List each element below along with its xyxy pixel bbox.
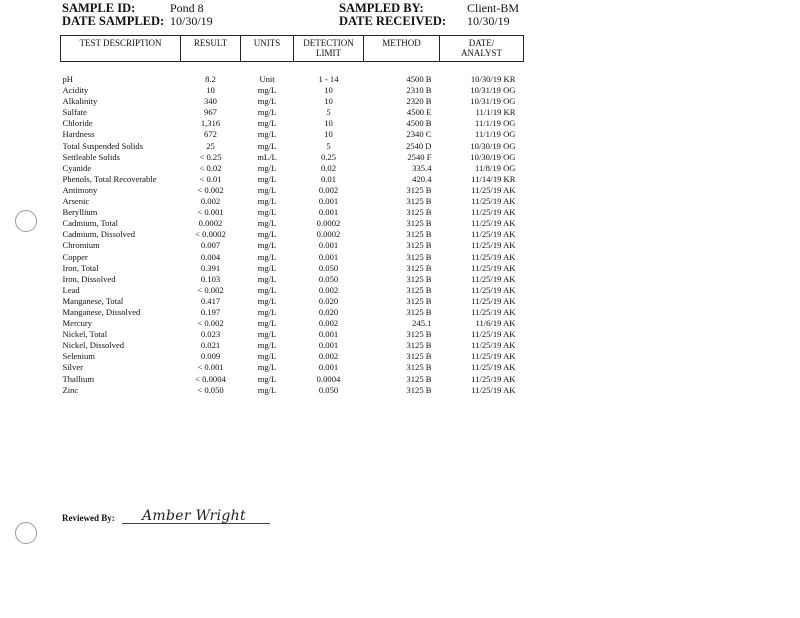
cell-result: 0.023 (200, 329, 221, 340)
cell-detection-limit: 0.050 (318, 262, 339, 273)
cell-date-analyst: 10/30/19 OG (470, 140, 516, 151)
table-row (61, 207, 524, 218)
cell-units: mg/L (257, 207, 277, 218)
table-row (61, 218, 524, 229)
table-row (61, 229, 524, 240)
cell-detection-limit: 0.050 (318, 273, 339, 284)
cell-units: mg/L (257, 362, 277, 373)
cell-result: < 0.050 (197, 384, 224, 395)
cell-units: mg/L (257, 118, 277, 129)
sampled-by-label: SAMPLED BY: (339, 1, 424, 15)
cell-result: 340 (204, 96, 217, 107)
cell-date-analyst: 11/25/19 AK (471, 262, 516, 273)
cell-detection-limit: 1 - 14 (318, 74, 339, 84)
table-row (61, 85, 524, 96)
cell-detection-limit: 0.002 (318, 318, 339, 329)
table-row (61, 74, 524, 85)
table-row (61, 185, 524, 196)
cell-method: 3125 B (406, 251, 432, 262)
cell-detection-limit: 0.001 (318, 362, 339, 373)
cell-date-analyst: 11/25/19 AK (471, 351, 516, 362)
cell-detection-limit: 0.0002 (316, 229, 341, 240)
cell-method: 3125 B (406, 218, 432, 229)
cell-detection-limit: 5 (326, 140, 331, 151)
table-row (61, 329, 524, 340)
cell-units: mg/L (257, 318, 277, 329)
cell-detection-limit: 0.25 (320, 151, 337, 162)
cell-units: mg/L (257, 295, 277, 306)
cell-detection-limit: 0.0002 (316, 218, 341, 229)
cell-units: mg/L (257, 351, 277, 362)
table-row (61, 107, 524, 118)
cell-detection-limit: 0.001 (318, 207, 339, 218)
cell-date-analyst: 11/8/19 OG (474, 162, 516, 173)
table-row (61, 274, 524, 285)
cell-date-analyst: 10/31/19 OG (470, 96, 516, 107)
col-result: RESULT (181, 36, 241, 62)
cell-method: 2320 B (406, 96, 432, 107)
cell-date-analyst: 11/25/19 AK (471, 251, 516, 262)
cell-result: < 0.01 (199, 173, 222, 184)
cell-method: 3125 B (406, 329, 432, 340)
cell-units: mg/L (257, 373, 277, 384)
cell-detection-limit: 0.001 (318, 240, 339, 251)
cell-result: 25 (206, 140, 215, 151)
cell-test-description: Manganese, Total (62, 295, 124, 306)
cell-test-description: Manganese, Dissolved (62, 306, 141, 317)
cell-test-description: Total Suspended Solids (62, 140, 144, 151)
cell-test-description: Sulfate (62, 107, 87, 118)
cell-detection-limit: 0.0004 (316, 373, 341, 384)
cell-result: < 0.0004 (195, 373, 226, 384)
cell-detection-limit: 0.020 (318, 306, 339, 317)
date-received-value: 10/30/19 (467, 14, 510, 28)
cell-date-analyst: 11/25/19 AK (471, 384, 516, 395)
cell-units: mg/L (257, 140, 277, 151)
cell-method: 245.1 (412, 318, 432, 329)
table-row (61, 362, 524, 373)
cell-test-description: Iron, Dissolved (62, 273, 116, 284)
cell-method: 2540 D (405, 140, 432, 151)
col-detection-line2: LIMIT (316, 48, 341, 58)
col-test-description: TEST DESCRIPTION (61, 36, 181, 62)
table-row (61, 96, 524, 107)
cell-result: 672 (204, 129, 217, 140)
cell-method: 3125 B (406, 384, 432, 395)
table-row (61, 296, 524, 307)
table-header-row (61, 36, 524, 62)
table-row (61, 263, 524, 274)
cell-method: 4500 B (406, 74, 432, 84)
cell-detection-limit: 0.001 (318, 196, 339, 207)
cell-date-analyst: 11/6/19 AK (475, 318, 516, 329)
cell-method: 4500 B (406, 118, 432, 129)
cell-units: mg/L (257, 173, 277, 184)
cell-method: 3125 B (406, 373, 432, 384)
cell-method: 3125 B (406, 184, 432, 195)
cell-units: mg/L (257, 196, 277, 207)
cell-result: 8.2 (205, 74, 216, 84)
cell-test-description: Copper (62, 251, 88, 262)
cell-detection-limit: 5 (326, 107, 331, 118)
cell-units: Unit (259, 74, 275, 84)
date-received-label: DATE RECEIVED: (339, 14, 447, 28)
cell-test-description: Thallium (62, 373, 95, 384)
cell-result: 0.004 (200, 251, 221, 262)
cell-date-analyst: 10/30/19 OG (470, 151, 516, 162)
cell-units: mg/L (257, 162, 277, 173)
cell-method: 3125 B (406, 306, 432, 317)
cell-date-analyst: 11/1/19 OG (474, 118, 516, 129)
cell-detection-limit: 10 (324, 129, 333, 140)
cell-test-description: Silver (62, 362, 84, 373)
cell-date-analyst: 11/1/19 KR (475, 107, 516, 118)
cell-detection-limit: 0.002 (318, 184, 339, 195)
cell-detection-limit: 0.002 (318, 284, 339, 295)
cell-detection-limit: 0.01 (320, 173, 337, 184)
col-detection-line1: DETECTION (303, 38, 354, 48)
cell-method: 3125 B (406, 284, 432, 295)
cell-detection-limit: 10 (324, 96, 333, 107)
table-row (61, 141, 524, 152)
cell-test-description: Lead (62, 284, 80, 295)
cell-result: < 0.002 (197, 318, 224, 329)
cell-result: 1,316 (200, 118, 221, 129)
table-row (61, 163, 524, 174)
col-date-line1: DATE/ (468, 38, 495, 48)
cell-date-analyst: 11/25/19 AK (471, 229, 516, 240)
cell-test-description: Iron, Total (62, 262, 99, 273)
cell-date-analyst: 11/25/19 AK (471, 329, 516, 340)
cell-test-description: Nickel, Dissolved (62, 340, 125, 351)
cell-units: mg/L (257, 262, 277, 273)
cell-date-analyst: 11/25/19 AK (471, 306, 516, 317)
cell-method: 3125 B (406, 229, 432, 240)
table-row (61, 240, 524, 251)
cell-date-analyst: 11/25/19 AK (471, 218, 516, 229)
cell-result: 0.021 (200, 340, 221, 351)
cell-test-description: pH (62, 74, 74, 84)
cell-method: 3125 B (406, 207, 432, 218)
cell-units: mg/L (257, 85, 277, 96)
cell-test-description: Antimony (62, 184, 98, 195)
binder-hole-top (15, 210, 37, 232)
cell-method: 2340 C (406, 129, 432, 140)
cell-test-description: Arsenic (62, 196, 90, 207)
cell-method: 3125 B (406, 340, 432, 351)
table-row (61, 385, 524, 396)
cell-date-analyst: 11/25/19 AK (471, 373, 516, 384)
cell-date-analyst: 10/30/19 KR (470, 74, 516, 84)
cell-date-analyst: 11/25/19 AK (471, 340, 516, 351)
sampled-by-value: Client-BM (467, 1, 520, 15)
cell-test-description: Chromium (62, 240, 100, 251)
cell-result: 0.002 (200, 196, 221, 207)
cell-units: mg/L (257, 129, 277, 140)
cell-method: 4500 E (406, 107, 432, 118)
cell-detection-limit: 0.001 (318, 251, 339, 262)
cell-date-analyst: 11/25/19 AK (471, 184, 516, 195)
cell-result: 0.009 (200, 351, 221, 362)
reviewed-by-label: Reviewed By: (62, 513, 115, 523)
cell-test-description: Alkalinity (62, 96, 98, 107)
table-row (61, 285, 524, 296)
cell-method: 335.4 (412, 162, 432, 173)
table-row (61, 340, 524, 351)
cell-method: 2310 B (406, 85, 432, 96)
cell-date-analyst: 11/25/19 AK (471, 284, 516, 295)
cell-result: 10 (206, 85, 215, 96)
cell-units: mg/L (257, 96, 277, 107)
cell-units: mg/L (257, 340, 277, 351)
cell-result: < 0.02 (199, 162, 222, 173)
cell-test-description: Chloride (62, 118, 93, 129)
cell-result: < 0.002 (197, 184, 224, 195)
cell-test-description: Zinc (62, 384, 79, 395)
cell-method: 3125 B (406, 273, 432, 284)
date-sampled-label: DATE SAMPLED: (62, 14, 165, 28)
cell-result: 0.103 (200, 273, 221, 284)
cell-detection-limit: 0.002 (318, 351, 339, 362)
cell-result: 967 (204, 107, 217, 118)
results-table (60, 35, 524, 396)
table-row (61, 152, 524, 163)
cell-test-description: Beryllium (62, 207, 98, 218)
table-row (61, 307, 524, 318)
cell-units: mg/L (257, 184, 277, 195)
cell-method: 3125 B (406, 196, 432, 207)
cell-date-analyst: 11/25/19 AK (471, 362, 516, 373)
cell-method: 3125 B (406, 240, 432, 251)
cell-detection-limit: 0.020 (318, 295, 339, 306)
cell-date-analyst: 11/14/19 KR (471, 173, 516, 184)
cell-date-analyst: 11/25/19 AK (471, 207, 516, 218)
cell-test-description: Acidity (62, 85, 89, 96)
cell-units: mg/L (257, 273, 277, 284)
cell-date-analyst: 11/1/19 OG (474, 129, 516, 140)
cell-method: 3125 B (406, 362, 432, 373)
reviewer-signature: Amber Wright (142, 508, 246, 524)
cell-test-description: Nickel, Total (62, 329, 108, 340)
cell-units: mg/L (257, 229, 277, 240)
cell-date-analyst: 10/31/19 OG (470, 85, 516, 96)
header-spacer (61, 62, 524, 75)
cell-result: < 0.25 (199, 151, 222, 162)
cell-date-analyst: 11/25/19 AK (471, 295, 516, 306)
cell-units: mg/L (257, 107, 277, 118)
table-row (61, 129, 524, 140)
cell-units: mg/L (257, 284, 277, 295)
cell-method: 420.4 (412, 173, 432, 184)
cell-result: 0.0002 (198, 218, 223, 229)
cell-units: mL/L (257, 151, 277, 162)
cell-result: 0.197 (200, 306, 221, 317)
cell-units: mg/L (257, 218, 277, 229)
date-sampled-value: 10/30/19 (170, 14, 213, 28)
col-date-line2: ANALYST (460, 48, 503, 58)
cell-detection-limit: 0.001 (318, 340, 339, 351)
sample-id-label: SAMPLE ID: (62, 1, 136, 15)
cell-result: < 0.002 (197, 284, 224, 295)
cell-method: 3125 B (406, 351, 432, 362)
col-detection-limit (294, 36, 364, 62)
cell-test-description: Cadmium, Dissolved (62, 229, 136, 240)
cell-date-analyst: 11/25/19 AK (471, 240, 516, 251)
cell-test-description: Hardness (62, 129, 95, 140)
cell-method: 3125 B (406, 262, 432, 273)
binder-hole-bottom (15, 522, 37, 544)
cell-result: < 0.001 (197, 362, 224, 373)
cell-units: mg/L (257, 384, 277, 395)
cell-result: 0.391 (200, 262, 221, 273)
table-row (61, 252, 524, 263)
col-method: METHOD (364, 36, 440, 62)
cell-units: mg/L (257, 329, 277, 340)
table-row (61, 174, 524, 185)
cell-detection-limit: 10 (324, 85, 333, 96)
cell-test-description: Selenium (62, 351, 95, 362)
cell-result: 0.417 (200, 295, 221, 306)
cell-detection-limit: 0.02 (320, 162, 337, 173)
cell-method: 3125 B (406, 295, 432, 306)
sample-id-value: Pond 8 (170, 1, 204, 15)
col-units: UNITS (241, 36, 294, 62)
cell-detection-limit: 0.050 (318, 384, 339, 395)
cell-result: < 0.001 (197, 207, 224, 218)
cell-test-description: Phenols, Total Recoverable (62, 173, 157, 184)
table-row (61, 118, 524, 129)
cell-result: < 0.0002 (195, 229, 226, 240)
cell-units: mg/L (257, 251, 277, 262)
cell-detection-limit: 0.001 (318, 329, 339, 340)
cell-detection-limit: 10 (324, 118, 333, 129)
cell-test-description: Mercury (62, 318, 93, 329)
table-row (61, 351, 524, 362)
cell-result: 0.007 (200, 240, 221, 251)
cell-test-description: Cadmium, Total (62, 218, 119, 229)
cell-test-description: Settleable Solids (62, 151, 121, 162)
col-date-analyst (440, 36, 524, 62)
cell-date-analyst: 11/25/19 AK (471, 273, 516, 284)
cell-units: mg/L (257, 306, 277, 317)
table-row (61, 196, 524, 207)
table-row (61, 374, 524, 385)
cell-date-analyst: 11/25/19 AK (471, 196, 516, 207)
cell-method: 2540 F (407, 151, 432, 162)
cell-test-description: Cyanide (62, 162, 92, 173)
results-body (61, 62, 524, 396)
cell-units: mg/L (257, 240, 277, 251)
table-row (61, 318, 524, 329)
